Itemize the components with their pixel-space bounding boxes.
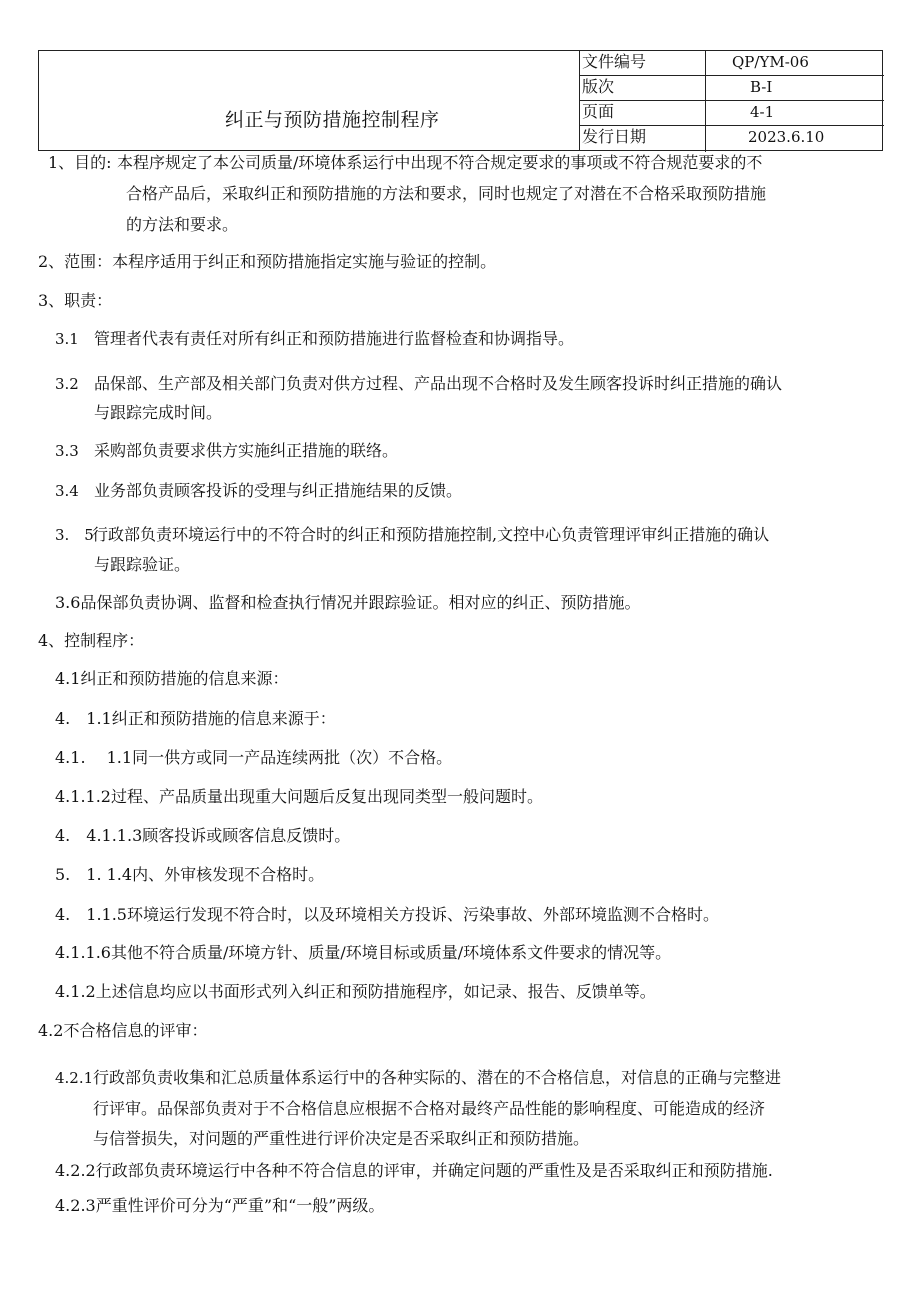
- item-3-2-number: 3.2: [55, 375, 79, 393]
- meta-label: 发行日期: [580, 126, 706, 152]
- item-3-2-line-2: 与跟踪完成时间。: [94, 403, 223, 422]
- item-3-1-text: 管理者代表有责任对所有纠正和预防措施进行监督检查和协调指导。: [94, 329, 575, 348]
- item-3-3-number: 3.3: [55, 442, 79, 460]
- item-4-2-3: 4.2.3严重性评价可分为“严重”和“一般”两级。: [55, 1196, 385, 1215]
- item-4-1-1-3: 4. 4.1.1.3顾客投诉或顾客信息反馈时。: [55, 826, 351, 845]
- item-3-5-line-2: 与跟踪验证。: [94, 555, 191, 574]
- item-4-1-1-4: 5. 1. 1.4内、外审核发现不合格时。: [55, 865, 325, 884]
- meta-row-doc-number: [580, 51, 884, 76]
- section-1-line-3: 的方法和要求。: [126, 215, 239, 234]
- meta-value: 4-1: [750, 103, 775, 121]
- section-1-lead: 1、目的:: [48, 153, 112, 172]
- meta-label: 文件编号: [580, 51, 706, 75]
- item-4-2-1-line-2: 行评审。品保部负责对于不合格信息应根据不合格对最终产品性能的影响程度、可能造成的经济: [93, 1099, 766, 1118]
- section-3-heading: 3、职责：: [38, 291, 113, 310]
- item-4-2-1-number: 4.2.1: [55, 1069, 94, 1087]
- item-4-2-1-line-3: 与信誉损失，对问题的严重性进行评价决定是否采取纠正和预防措施。: [93, 1129, 590, 1148]
- item-4-1-2: 4.1.2上述信息均应以书面形式列入纠正和预防措施程序，如记录、报告、反馈单等。: [55, 982, 656, 1001]
- meta-row-page: [580, 101, 884, 126]
- item-3-1-number: 3.1: [55, 330, 79, 348]
- meta-row-version: [580, 76, 884, 101]
- item-3-2-line-1: 品保部、生产部及相关部门负责对供方过程、产品出现不合格时及发生顾客投诉时纠正措施的确认: [94, 374, 783, 393]
- item-3-4-number: 3.4: [55, 482, 79, 500]
- item-4-1-1-1: 4.1. 1.1同一供方或同一产品连续两批（次）不合格。: [55, 748, 453, 767]
- item-4-1: 4.1纠正和预防措施的信息来源：: [55, 669, 289, 688]
- meta-value: QP/YM-06: [732, 53, 809, 71]
- item-3-5-number: 3. 5: [55, 526, 94, 544]
- item-4-1-1-2: 4.1.1.2过程、产品质量出现重大问题后反复出现同类型一般问题时。: [55, 787, 543, 806]
- section-1-line-2: 合格产品后，采取纠正和预防措施的方法和要求，同时也规定了对潜在不合格采取预防措施: [126, 184, 767, 203]
- item-4-1-1: 4. 1.1纠正和预防措施的信息来源于：: [55, 709, 336, 728]
- document-header-table: [38, 50, 883, 151]
- section-1-line-1: 本程序规定了本公司质量/环境体系运行中出现不符合规定要求的事项或不符合规范要求的不: [117, 153, 763, 172]
- meta-label: 版次: [580, 76, 706, 100]
- item-3-4-text: 业务部负责顾客投诉的受理与纠正措施结果的反馈。: [94, 481, 463, 500]
- section-2: 2、范围：本程序适用于纠正和预防措施指定实施与验证的控制。: [38, 252, 497, 271]
- meta-label: 页面: [580, 101, 706, 125]
- meta-row-issue-date: [580, 126, 884, 152]
- meta-value: 2023.6.10: [748, 128, 825, 146]
- item-3-6-text: 3.6品保部负责协调、监督和检查执行情况并跟踪验证。相对应的纠正、预防措施。: [55, 593, 641, 612]
- item-3-3-text: 采购部负责要求供方实施纠正措施的联络。: [94, 441, 399, 460]
- item-4-2-1-line-1: 行政部负责收集和汇总质量体系运行中的各种实际的、潜在的不合格信息，对信息的正确与完整进: [93, 1068, 782, 1087]
- item-4-1-1-5: 4. 1.1.5环境运行发现不符合时，以及环境相关方投诉、污染事故、外部环境监测不合格时。: [55, 905, 719, 924]
- item-4-1-1-6: 4.1.1.6其他不符合质量/环境方针、质量/环境目标或质量/环境体系文件要求的情况等。: [55, 943, 672, 962]
- document-title: 纠正与预防措施控制程序: [225, 109, 440, 131]
- item-4-2-2: 4.2.2行政部负责环境运行中各种不符合信息的评审，并确定问题的严重性及是否采取纠正和预防措施.: [55, 1161, 773, 1180]
- item-4-2-heading: 4.2不合格信息的评审：: [38, 1021, 208, 1040]
- item-3-5-line-1: 行政部负责环境运行中的不符合时的纠正和预防措施控制,文控中心负责管理评审纠正措施的确认: [92, 525, 770, 544]
- meta-value: B-I: [750, 78, 773, 96]
- title-cell: [39, 51, 580, 150]
- section-4-heading: 4、控制程序：: [38, 631, 145, 650]
